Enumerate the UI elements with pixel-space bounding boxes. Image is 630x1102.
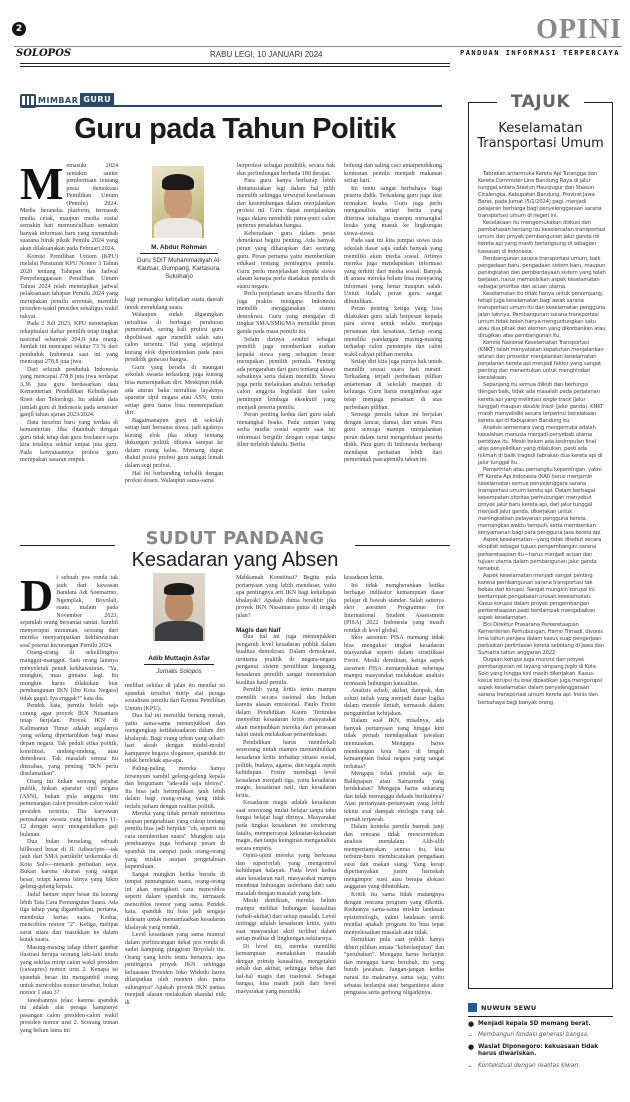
paragraph: Orang ini bukan seorang pejabat publik, bukan aparatur sipil negara (ASN), bukan pula anggota tim pemenangan calon presiden-calon wakil presiden tertentu. Dia karyawan perusahaan swasta yang hidupnya 11-12 dengan saya: mengandalkan gaji bulanan. (20, 778, 118, 838)
sudut-column-2 (125, 683, 225, 1008)
brand-logo: SOLOPOS (16, 48, 72, 59)
paragraph: bohong dan saling caci antarpendukung kontestan pemilu menjadi makanan setiap hari. (344, 163, 442, 185)
section-label-b: GURU (80, 93, 114, 105)
paragraph: Di sebuah pos ronda tak jauh dari kawasan Bandara Adi Soemarmo, Ngemplak, Boyolali, suatu malam pada November 2023, sejumlah orang bersantai santai. Sambil menyeruput minuman, seorang dari mereka menyampaikan kekhawatiran soal potensi kecurangan Pemilu 2024. (20, 570, 118, 649)
masthead (0, 0, 630, 60)
mimbar-column-2 (125, 297, 223, 486)
paragraph: Analisis sebab, akibat, dampak, dan solusi inilah yang menjadi dasar logika dalam metode ilmiah, termasuk dalam pengambilan kebijakan. (344, 688, 444, 717)
tajuk-paragraph: Keselamatan itu tidak hanya untuk penumpang, tetapi juga keselamatan bagi awak sarana transportasi umum itu dan keselamatan pengguna jalan lainnya. Pembangunan sarana transportasi umum tidak boleh hanya menguntungkan satu atau dua pihak dan elemen yang dikorbankan atau dirugikan atas pembangunan itu. (478, 290, 606, 340)
section-title: OPINI (536, 14, 622, 45)
author-role: Guru SDIT Muhammadiyah Al-Kautsar, Gumpang, Kartasura, Sukoharjo (136, 257, 222, 280)
paragraph: Bagaimanapun guru di sekolah setiap hari bersama siswa, jadi agaknya kurang elok jika sikap tentang dukungan politik dibawa sampai ke dalam ruang kelas. Memang dapat diakui posisi profesi guru sangat lemah dalam segi profesi. (125, 417, 223, 470)
paragraph: berprofesi sebagai pendidik, secara hak dan perlindungan berbeda 180 derajat. (237, 163, 335, 177)
author-name: Adib Muttaqin Asfar (148, 655, 210, 662)
paragraph: Mengapa tidak pindah saja ke Balikpapan atau Samarinda yang berdekatan? Mengapa harus sekarang dan tidak menunggu dekade berikutnya? Atau pertanyaan-pertanyaan yang lebih teknis soal dampak ekologis yang tak pernah terjawab. (344, 771, 444, 823)
paragraph: Pemilih yang kritis tentu mampu memilih secara rasional dan bukan karena alasan emosional. Paulo Freire dalam Pendidikan Kaum Tertindas menyebut kesadaran kritis masyarakat akan menjauhkan mereka dari perasaan takut untuk melakukan pemerdekaan. (236, 687, 336, 739)
paragraph: Semoga pemilu tahun ini berjalan dengan lancar, damai, dan aman. Para guru semoga mampu menjalankan peran dalam turut mengedukasi peserta didik. Para guru di Indonesia berharap mendapat perhatian lebih dari pemerintah pascapemilu tahun ini. (344, 412, 442, 464)
tajuk-paragraph: Tabrakan antarmuka Kereta Api Turangga dan Kereta Commuter Line Bandung Raya di jalur tunggal antara Stasiun Haurpugur dan Stasiun Cicalengka, Kabupaten Bandung, Provinsi Jawa Barat, pada Jumat (5/1/2024) pagi, menjadi pelajaran berharga bagi penyelenggaraan sarana transportasi umum di negeri ini. (478, 171, 602, 220)
section-label-a: MIMBAR (38, 96, 79, 105)
header-rule-right (355, 545, 450, 546)
paragraph: Hal ini berbanding terbalik dengan profesi dosen. Walaupun sama-sama (125, 470, 223, 485)
paragraph: Dua hal ini juga menunjukkan pengaruh level kesadaran publik dalam kualitas demokrasi. Dalam demokrasi, terutama praktik di negara-negara penganut sistem pemilihan langsung, kesadaran pemilih sangat menentukan kualitas hasil pemilu. (236, 634, 336, 686)
paragraph: Selain dirinya sendiri sebagai pemilih juga memberikan arahan kepada siswa yang sebagian besar merupakan pemilih pemula. Penting ada pengarahan dari guru tentang alasan sebaiknya serta dalam memilih. Siswa juga perlu melakukan analisis terhadap calon anggota legislatif dan calon pemimpin lembaga eksekutif yang menjadi peserta pemilu. (237, 336, 335, 411)
paragraph: melihat sekilas di jalan itu menilai isi spanduk tersebut mirip alat peraga sosialisasi pemilu dari Komisi Pemilihan Umum (KPU). (125, 683, 225, 712)
paragraph: Para guru hanya berharap lebih dimanusiakan lagi dalam hal pilih memilih sehingga terwujud keselarasan dan keseimbangan dalam menjalankan profesi ini. Guru dapat menjalankan tugas dalam mendidik putra-putri calon penerus peradaban bangsa. (237, 178, 335, 230)
paragraph: Dari seluruh penduduk Indonesia yang mencapai 278,8 juta jiwa terdapat 3,36 juta guru berdasarkan data Kementerian Pendidikan Kebudayaan Riset dan Teknologi. Itu adalah data jumlah guru di Indonesia pada semester ganjil tahun ajaran 2023/2024. (20, 366, 118, 419)
nuwun-sewu-list (468, 1021, 613, 1070)
author-name: M. Abdur Rohman (151, 244, 207, 251)
paragraph: Orang-orang di sekelilingnya manggut-manggut. Satu orang lainnya menyeletuk penuh kekhawatiran. "Ya, mungkin, mau gimana lagi. Itu mungkin harus dilakukan biar pembangunan IKN [Ibu Kota Negara] tidak gagal. Iya enggak?" kata dia. (20, 650, 118, 702)
tajuk-paragraph: Sepanjang itu semua diikuti dan berfungsi dengan baik, tidak ada masalah pada perjalanan kereta api yang melintasi single track (jalur tunggal) maupun double track (jalur ganda). KNKT masih menyelidiki secara terperinci kecelakaan kereta api di Kabupaten Bandung itu. (478, 382, 604, 424)
author-photo (152, 166, 204, 238)
open-book-icon (20, 93, 36, 105)
paragraph: bagi pemangku kebijakan suatu daerah untuk mendulang suara. (125, 297, 223, 311)
paragraph: Pada saat ini kita jumpai siswa usia sekolah dasar saja sudah banyak yang memiliki akun media sosial. Artinya mereka juga mendapatkan informasi yang terkini dari media sosial. Banyak di antara mereka belum bisa menyaring informasi yang benar maupun salah. Untuk itulah, peran guru sangat dibutuhkan. (344, 238, 442, 305)
bullet-icon: ● (468, 1020, 475, 1028)
paragraph: Di level ini, mereka memiliki kemampuan menaksikan masalah dengan prinsip kausalitas, mengetahui sebab dan akibat, sehingga bebas dari hal-hal magis dan irasional. Sebagai bangsa, kita masih jauh dari level masyarakat yang memiliki (236, 943, 336, 995)
tajuk-body (478, 171, 606, 707)
double-rule (20, 63, 450, 67)
tajuk-title: Keselamatan Transportasi Umum (477, 121, 604, 151)
nuwun-text: Wasiat Diponegoro: kekuasaan tidak harus diwariskan. (478, 1043, 599, 1058)
nuwun-text: Kontekstual dengan realitas kiwari. (478, 1062, 581, 1069)
paragraph: Meski demikian, mereka belum mampu melihat hubungan kausalitas (sebab-akibat) dari setiap masalah. Level tertinggi adalah kesadaran kritis, yaitu saat masyarakat aktif terlibat dalam setiap realitas di lingkungan sekitarnya. (236, 898, 336, 943)
tajuk-paragraph: Komite Nasional Keselamatan Transportasi (KNKT) telah menyatakan kepatuhan menjalankan aturan dan prosedur menjalankan keselamatan perjalanan kereta api menjadi faktor yang sangat penting dan menentukan untuk menghindari kecelakaan. (478, 340, 604, 382)
article-headline: Guru pada Tahun Politik (74, 113, 396, 145)
nuwun-text: Membangun fondasi generasi bangsa. (478, 1032, 589, 1039)
sudut-column-4 (344, 575, 444, 998)
nuwun-sewu (468, 1003, 613, 1070)
tajuk-paragraph: Eks Direktur Prasarana Perkeretaapian Kementerian Perhubungan, Harno Trimadi, divonis lima tahun penjara dalam kasus suap pengerjaan perbaikan perlintasan kereta sebidang di Jawa dan Sumatra tahun anggaran 2022. (478, 622, 604, 657)
author-divider (140, 253, 218, 254)
drop-cap: M (20, 158, 64, 209)
author-role: Jurnalis Solopos (156, 668, 202, 675)
tajuk-paragraph: Pemerintah atau pemangku kepentingan, yakni PT Kereta Api Indonesia (KAI) harus menjamin keselamatan semua penyelenggara sarana transportasi umum kereta api. Dalam berbagai kesempatan otoritas perhubungan menyebut proyek jalur baru kereta api, dari jalur tunggal menjadi jalur ganda, dikerjakan untuk meningkatkan pelayanan pengguna kereta, memangkas waktu tempuh, serta memberikan kenyamanan bagi para pengguna jasa kereta api. (478, 466, 602, 537)
tajuk-paragraph: Analisis sementara yang mengemuka adalah kesalahan manusia menjadi penyebab utama peristiwa itu. Meski belum ada kesimpulan final atas penyelidikan yang dilakukan, pasti ada hikmah di balik tragedi tabrakan dua kereta api di jalur tunggal itu. (478, 424, 603, 466)
paragraph: Demikian pula saat publik hanya diberi pilihan antara "keberlanjutan" dan "perubahan". Mengapa harus berlanjut dan mengapa harus berubah, itu yang butuh jawaban. Jangan-jangan kedua narasi itu maknanya sama saja, yaitu sebatas berlanjut atau bergantinya aktor penguasa serta gerbong oligarkinya. (344, 937, 444, 997)
paragraph: Peran penting kedua dari guru ialah menangkal hoaks. Pada zaman yang serba media sosial seperti saat ini informasi bergulir dengan cepat tanpa filter terlebih dahulu. Berita (237, 412, 335, 449)
paragraph: Dua hal ini memiliki benang merah, yaitu sama-sama menunjukkan dan mengungkap ketidaksadaran dalam diri khalayak. Bagi orang urban yang sehari-hari akrab dengan model-model kampanye begaya sloganeer, spanduk itu tidak bereletak apa-apa. (125, 713, 225, 765)
paragraph: Dua bulan berselang, sebuah billboard besar di Jl. Adisucipto—tak jauh dari SMA partikelir terkemuka di Kota Solo—menarik perhatian saya. Bukan karena ukuran yang sangat besar, tetapi karena isinya yang bikin geleng-geleng kepala. (20, 839, 118, 891)
paragraph: Ini tidak mengherankan ketika berbagai indikator kemampuan dasar pelajar di bawah standar. Salah satunya skor asesmen Programme for International Student Assessment (PISA) 2022 Indonesia yang masih rendah di level global. (344, 582, 444, 634)
paragraph: Sangat mungkin ketika berada di tempat pemungutan suara, orang-orang ini akan mengikuti cara mencoblos seperti dalam spanduk itu, termasuk mencoblos nomor yang sama. Pendek kata, spanduk itu bisa jadi sengaja didesain untuk memanfaatkan kesadaran khalayak yang rendah. (125, 871, 225, 931)
paragraph: Dalam soal IKN, misalnya, ada banyak pertanyaan yang hingga kini tidak pernah mendapatkan jawaban memuaskan. Mengapa harus membangun kota baru di tengah kemampuan fiskal negara yang sangat terbatas? (344, 718, 444, 770)
paragraph: Dalam konteks pemilu banyak janji dan rencana tidak mencerminkan analisis mendalam. Alih-alih mempertanyakan semua itu, kita terburu-buru membicarakan pengadaan susu dan makan siang. Yang kerap dipertanyakan justru haruskah mengimpor susu atau berapa alokasi anggaran yang dibutuhkan. (344, 824, 444, 891)
paragraph: Keberadaan guru dalam pesta demokrasi begitu penting. Ada banyak peran yang diharapkan dari seorang guru. Peran pertama yaitu memberikan edukasi tentang pentingnya pemilu. Guru perlu menjelaskan kepada siswa alasan kenapa perlu diadakan pemilu di suatu negara. (237, 230, 335, 290)
tajuk-paragraph: Dugaan korupsi juga muncul dari proyek pembangunan rel layang simpang Joglo di Kota Solo yang hingga kini masih dikerjakan. Kasus-kasus korupsi itu bisa dipastikan juga mengorupsi aspek keselamatan dalam penyelenggaraan sarana transportasi umum kereta api. Ironis dan berbahaya bagi banyak orang. (478, 657, 602, 706)
mimbar-column-1 (20, 158, 118, 465)
paragraph: Level kesadaran yang sama muncul dalam perbincangan dekat pos ronda di sudut kampung pinggiran Boyolali itu. Orang yang kritis tentu bertanya: apa pentingnya proyek IKN sehingga keluasaan Presiden Joko Widodo harus dilanjutkan oleh menteri dan putra sulungnya? Apakah proyek IKN pantas menjadi alasan melakukan skandal etik di (125, 932, 225, 1006)
paragraph: Kritik itu sama tidak matangnya dengan rencana program yang dikritik. Keduanya sama-sama miskin landasan epistemologis, yakni landasan untuk menilai apakah program itu bisa tepat menyelesaikan masalah atau tidak. (344, 891, 444, 936)
section-label: SUDUT PANDANG (145, 528, 325, 549)
tajuk-label: TAJUK (510, 92, 571, 112)
subheading: Magis dan Naif (236, 627, 281, 635)
paragraph: Pada 2 Juli 2023, KPU menetapkan rekapitulasi daftar pemilih tetap tingkat nasional sebanyak 204,8 juta orang. Jumlah ini mencapai sekitar 73 % dari penduduk Indonesia saat ini yang mencapai 278,8 juta jiwa. (20, 321, 118, 366)
paragraph: Data tersebut baru yang terdata di kementerian. Jika ditambah dengan guru tidak tetap dan guru freelance saya kira totalnya sekitar empat juta guru. Pada kenyataannya profesi guru merupakan sasaran empuk (20, 419, 118, 464)
paragraph: Mahkamah Konstitusi? Begitu pula pertanyaan yang lebih mendasar, yaitu apa pentingnya arti IKN bagi kehidupan khalayak? Apakah dunia berakhir jika proyek IKN Nusantara putus di tengah jalan? (236, 575, 336, 619)
mimbar-column-3 (237, 163, 335, 450)
paragraph: Pendidikan harus membekali seseorang untuk mampu menumbuhkan kesadaran kritis terhadap situasi sosial, politik, budaya, agama, dan segala aspek kehidupan. Freire membagi level kesadaran menjadi tiga, yaitu kesadaran magis, kesadaran naif, dan kesadaran kritis. (236, 739, 336, 799)
paragraph: Guru yang berada di naungan sekolah swasta terkadang juga kurang bisa menempatkan diri. Meskipun tidak ada aturan baku netralitas layaknya aparatur sipil negara atau ASN, tentu setiap guru harus bisa menempatkan diri. (125, 364, 223, 417)
author-divider (144, 664, 214, 665)
paragraph: Komisi Pemilihan Umum (KPU) melalui Peraturan KPU Nomor 3 Tahun 2020 tentang Tahapan dan Jadwal Penyelenggaraan Pemilihan Umum Tahun 2024 telah menetapkan jadwal pelaksanaan tahapan Pemilu 2024 yang merupakan pemilu serentak, memilih presiden-wakil presiden sekaligus wakil rakyat. (20, 253, 118, 320)
paragraph: Setiap diri kita juga punya hak untuk memilih sesuai suara hati nurani. Terkadang terjadi perbedaan pilihan antarteman di sekolah maupun di keluarga. Guru harus mengimbau agar tetap menjaga persatuan di atas perbedaan pilihan. (344, 359, 442, 411)
article-headline: Kesadaran yang Absen (131, 549, 339, 571)
nuwun-answer (468, 1063, 613, 1070)
paragraph: Memasuki 2024 semakin santer pemberitaan tentang pesta demokrasi Pemilihan Umum (Pemilu) 2024. Media beraneka platform, termasuk media cetak, maupun media sosial semakin hari memuncullkan semakin banyak informasi baru yang menambah suasana hiruk pikuk Pemilu 2024 yang akan dilaksanakan pada Februari 2024. (20, 158, 118, 253)
paragraph: Kesadaran magis adalah kesadaran saat seseorang mulai belajar tanpa tahu fungsi belajar bagi dirinya. Masyarakat pada tingkat kesadaran ini cenderung fatalis, mempercayai kekuatan-kekuatan magis, dan tanpa keinginan menganalisis secara empiris. (236, 800, 337, 852)
paragraph: Opini-opini mereka yang berkuasa dan superiorlah yang mengontrol kehidupan halayak. Pada level kedua atau kesadaran naif, masyarakat mampu membuat hubungan sederhana dari satu masalah dengan masalah yang lain. (236, 853, 336, 897)
tajuk-paragraph: Pembangunan sarana transportasi umum, baik pengadaan baru, pengadaan sistem baru, maupun peningkatan dan pemberdayaan sistem yang telah berjalan, harus memosisikan aspek keselamatan sebagai prioritas dan acuan utama. (478, 255, 606, 290)
paragraph: Pendek kata, pemilu boleh saja curang agar proyek IKN Nusantara tetap berjalan. Proyek IKN di Kalimantan Timur adalah segalanya yang sedang dipertaruhkan bagi masa depan negara. Tak peduli etika politik, konstitusi, undang-undang, atau demokrasi. Tak masalah semua itu diterabas, yang penting "IKN perlu diselamatkan". (20, 703, 118, 778)
paragraph: Mereka yang tidak pernah menerima asupan pengetahuan yang cukup tentang pemilu bisa jadi berpikir "oh, seperti ini cara memberikan suara". Mungkin saja pembuatnya juga berharap pesan di spanduk itu sampai pada orang-orang yang miskin asupan pengetahuan kepemiluan. (125, 811, 225, 871)
mimbar-guru-header (20, 93, 442, 107)
nuwun-sewu-header (468, 1003, 613, 1017)
mimbar-column-4 (344, 163, 442, 465)
tajuk-paragraph: Kecelakaan itu mengemukakan diskusi dan pembahasan tentang isu keselamatan transportasi umum dan proyek pembangunan jalur ganda rel kereta api yang masih berlangsung di sebagian kawasan di Indonesia. (478, 220, 606, 255)
paragraph: Jawabannya jelas: karena spanduk itu adalah alat peraga kampanye pasangan calon presiden-calon wakil presiden nomor urut 2. Seorang teman yang belum lama ini (20, 997, 118, 1034)
sudut-pandang-header (20, 528, 450, 550)
paragraph: Paling-paling mereka hanya tersenyum sambil geleng-geleng kepala dan bergumam "ada-ada saja idenya". Itu bisa jadi berimplikasi jauh lebih dalam bagi orang-orang yang tidak terlalu paham dengan realitas politik. (125, 766, 225, 810)
dash-icon: – (468, 1061, 472, 1070)
nuwun-text: Menjadi kepala SD memang berat. (478, 1021, 591, 1027)
drop-cap: D (20, 570, 54, 621)
sudut-column-3 (236, 575, 336, 997)
bullet-icon: ● (468, 1042, 475, 1051)
nuwun-answer (468, 1032, 613, 1039)
paragraph: Walaupun sudah digaungkan netralitas di berbagai peraturan pemerintah, sering kali profesi guru dipolitisasi agar memilih salah satu calon tertentu. Hal yang sejatinya kurang elok dipertontonkan pada para pendidik generasi bangsa. (125, 312, 223, 364)
page-number: 2 (12, 22, 26, 36)
nuwun-question (468, 1044, 613, 1059)
dash-icon: – (468, 1031, 472, 1040)
paragraph: Peran penting ketiga yang bisa dilakukan guru ialah berpesan kepada para siswa untuk selalu menjaga persatuan dan kesatuan. Setiap orang memiliki pandangan masing-masing terhadap calon pemimpin dan calon wakil rakyat pilihan mereka. (344, 306, 442, 358)
tajuk-paragraph: Aspek keselamatan—yang tidak disebut secara eksplisit sebagai tujuan pengembangan sarana perkeretaapian itu—harus menjadi acuan dan tujuan utama dalam pembangunan jalur ganda tersebut. (478, 537, 602, 572)
paragraph: Skor asesmen PISA memang tidak bisa mengukur tingkat kesadaran masyarakat seperti dalam stratifikasi Freire. Meski demikian, ketiga aspek asesmen PISA menunjukkan seberapa mampu masyarakat melakukan analisis termasuk hubungan kausalitas. (344, 635, 444, 687)
square-bullet-icon (468, 1003, 477, 1012)
masthead-divider (14, 46, 622, 47)
sudut-column-1 (20, 570, 118, 1035)
paragraph: Ini tentu sangat berbahaya bagi peserta didik. Terkadang guru juga ikut termakan hoaks. Guru juga perlu menganalisis setiap berita yang diterima sekaligus mampu menangkal hoaks yang masuk ke lingkungan siswa-siswa. (344, 185, 442, 237)
author-photo (153, 573, 205, 641)
paragraph: kesadaran kritis. (344, 575, 384, 581)
tajuk-paragraph: Aspek keselamatan menjadi sangat penting karena pembangunan sarana transportasi tak bebas dari korupsi. Sangat mungkin korupsi ini berdampak pengabaian urusan keselamatan. Kasus korupsi dalam proyek pengembangan perkeretaapian pasti berdampak mengabaikan aspek keselamatan. (478, 572, 596, 621)
nuwun-sewu-title: NUWUN SEWU (481, 1003, 537, 1012)
tagline: PANDUAN INFORMASI TERPERCAYA (459, 49, 620, 57)
paragraph: Masing-masing tahap diberi gambar ilustrasi berupa seorang laki-laki muda yang sekilas mirip calon wakil presiden (cawapres) nomor urut 2. Kenapa isi spanduk besar itu mengambil orang untuk mencoblos nomor tersebut, bukan nomor 1 atau 3? (20, 944, 118, 997)
paragraph: Perlu penjelasan secara filosofis dan juga praktis mengapa Indonesia memilih menggunakan sistem demokrasi. Guru yang mengajar di tingkat SMA/SMK/MA memiliki peran ganda pada masa pemilu ini. (237, 291, 335, 336)
nuwun-question (468, 1021, 613, 1028)
dateline: RABU LEGI, 10 JANUARI 2024 (210, 50, 323, 59)
paragraph: Judul banner super besar itu kurang lebih Tata Cara Pemungutan Suara. Ada tiga tahap yang digambarkan, pertama, membuka kertas suara. Kedua, mencoblos nomor "2". Ketiga, melipat surat suara dan masukkan ke dalam kotak suara. (20, 891, 118, 944)
